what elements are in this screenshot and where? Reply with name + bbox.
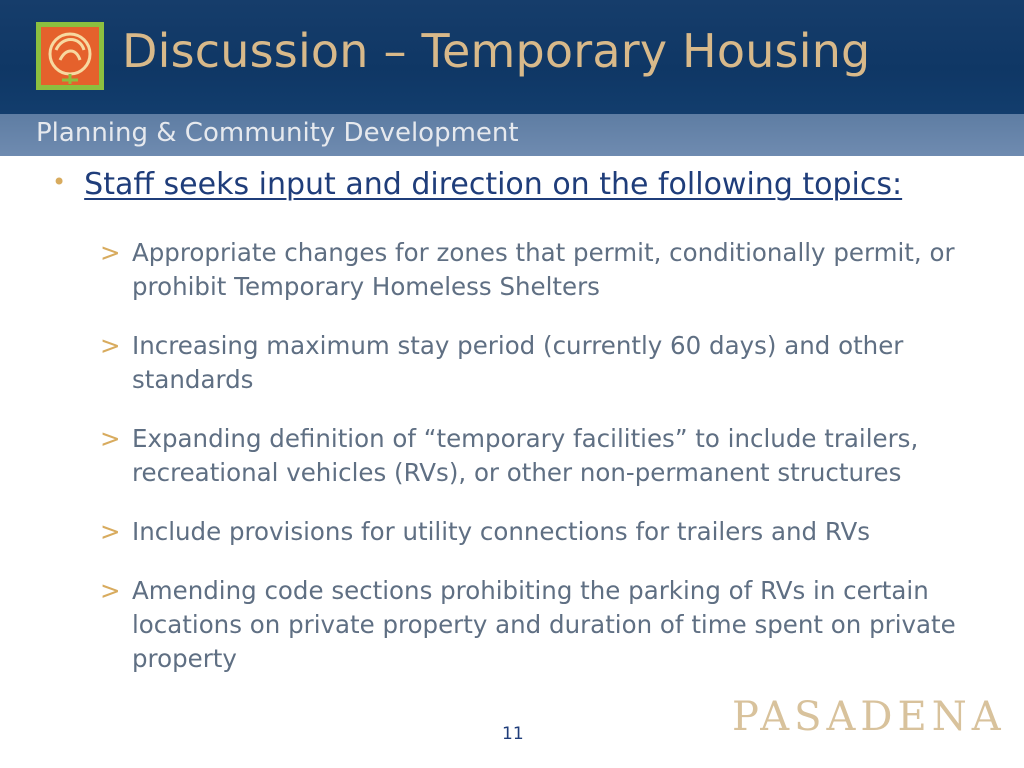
- list-item: [100, 515, 1010, 549]
- chevron-right-icon: >: [100, 576, 121, 605]
- list-item: [100, 329, 1010, 397]
- rose-logo-icon: [36, 22, 104, 90]
- chevron-right-icon: >: [100, 238, 121, 267]
- topic-text: Amending code sections prohibiting the parking of RVs in certain locations on private property and duration of time spent on private property: [132, 576, 956, 673]
- bullet-dot-icon: •: [52, 168, 67, 196]
- page-number: 11: [502, 724, 524, 744]
- chevron-right-icon: >: [100, 517, 121, 546]
- list-item: [100, 574, 1010, 676]
- topic-list: [100, 236, 1010, 701]
- main-bullet-text: Staff seeks input and direction on the following topics:: [84, 167, 903, 202]
- pasadena-wordmark: PASADENA: [732, 694, 1006, 740]
- department-subtitle: Planning & Community Development: [36, 118, 519, 148]
- main-bullet: [52, 167, 902, 202]
- list-item: [100, 422, 1010, 490]
- topic-text: Increasing maximum stay period (currently 60 days) and other standards: [132, 331, 904, 394]
- topic-text: Include provisions for utility connections for trailers and RVs: [132, 517, 871, 546]
- chevron-right-icon: >: [100, 331, 121, 360]
- chevron-right-icon: >: [100, 424, 121, 453]
- slide-title: Discussion – Temporary Housing: [122, 24, 871, 78]
- topic-text: Expanding definition of “temporary facilities” to include trailers, recreational vehicles (RVs), or other non-permanent structures: [132, 424, 919, 487]
- topic-text: Appropriate changes for zones that permit, conditionally permit, or prohibit Temporary Homeless Shelters: [132, 238, 955, 301]
- list-item: [100, 236, 1010, 304]
